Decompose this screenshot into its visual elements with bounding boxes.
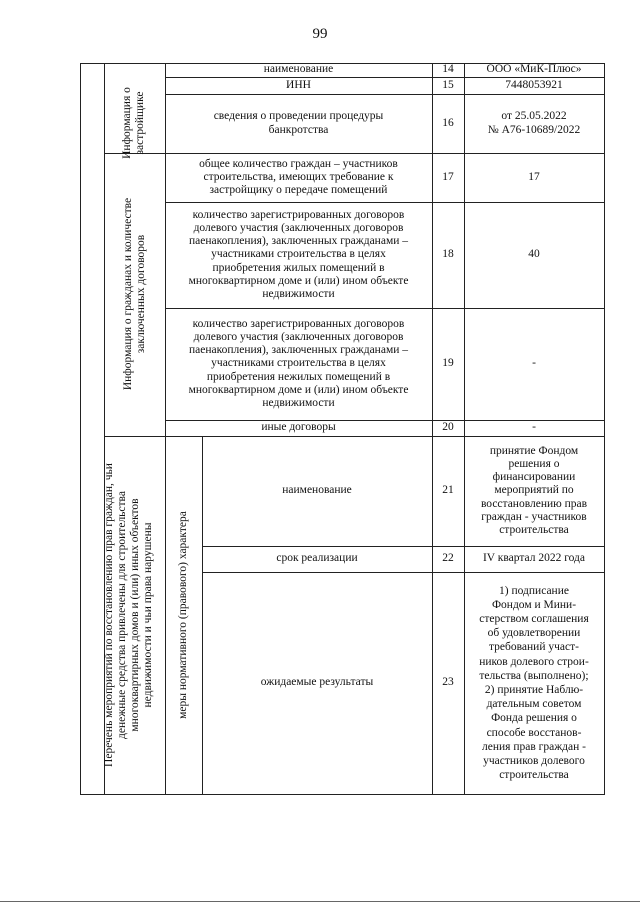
row-value: 40	[528, 248, 540, 261]
row-value: -	[532, 357, 536, 370]
row-value: ООО «МиК-Плюс»	[486, 63, 582, 76]
section-citizens-info: Информация о гражданах и количестве заключенных договоров	[122, 197, 147, 391]
row-number: 17	[442, 170, 454, 183]
row-value: 17	[528, 170, 540, 183]
row-label: срок реализации	[276, 552, 358, 565]
row-value: 1) подписание Фондом и Мини- стерством соглашения об удовлетворении требований участ- ников долевого строи- тельства (выполнено); 2) принятие Наблю- дательным советом Фонда решения о способе восстанов- ления прав граждан - участников долевого строительства	[479, 584, 589, 782]
row-value: -	[532, 421, 536, 434]
row-label: иные договоры	[261, 421, 336, 434]
row-label: сведения о проведении процедуры банкротства	[213, 110, 384, 136]
row-number: 23	[442, 676, 454, 689]
row-value: принятие Фондом решения о финансировании мероприятий по восстановлению прав граждан - участников строительства	[480, 444, 588, 536]
row-value: от 25.05.2022 № А76-10689/2022	[487, 110, 581, 136]
row-value: 7448053921	[505, 78, 563, 91]
row-number: 19	[442, 357, 454, 370]
row-number: 15	[442, 78, 454, 91]
row-number: 16	[442, 116, 454, 129]
row-label: общее количество граждан – участников строительства, имеющих требование к застройщику о передаче помещений	[199, 157, 398, 197]
page-number: 99	[312, 26, 328, 42]
row-label: количество зарегистрированных договоров долевого участия (заключенных договоров паенакопления), заключенных гражданами – участниками строительства в целях приобретения нежилых помещений в многоквартирном доме и (или) ином объекте недвижимости	[188, 317, 409, 409]
row-label: наименование	[263, 63, 334, 76]
row-value: IV квартал 2022 года	[482, 552, 586, 565]
row-number: 18	[442, 248, 454, 261]
section-measures-list: Перечень мероприятий по восстановлению прав граждан, чьи денежные средства привлечены для строительства многоквартирных домов и (или) иных объектов недвижимости и чьи права нарушены	[103, 463, 154, 767]
row-number: 14	[442, 63, 454, 76]
row-number: 21	[442, 484, 454, 497]
section-normative-measures: меры нормативного (правового) характера	[176, 511, 189, 719]
row-label: наименование	[282, 484, 352, 497]
row-number: 22	[442, 552, 454, 565]
row-label: ожидаемые результаты	[260, 676, 374, 689]
section-developer-info: Информация о застройщике	[121, 87, 146, 159]
page-bottom-rule	[0, 901, 640, 902]
row-label: количество зарегистрированных договоров долевого участия (заключенных договоров паенакопления), заключенных гражданами – участниками строительства в целях приобретения жилых помещений в многоквартирном доме и (или) ином объекте недвижимости	[188, 208, 409, 300]
row-number: 20	[442, 421, 454, 434]
row-label: ИНН	[286, 78, 311, 91]
